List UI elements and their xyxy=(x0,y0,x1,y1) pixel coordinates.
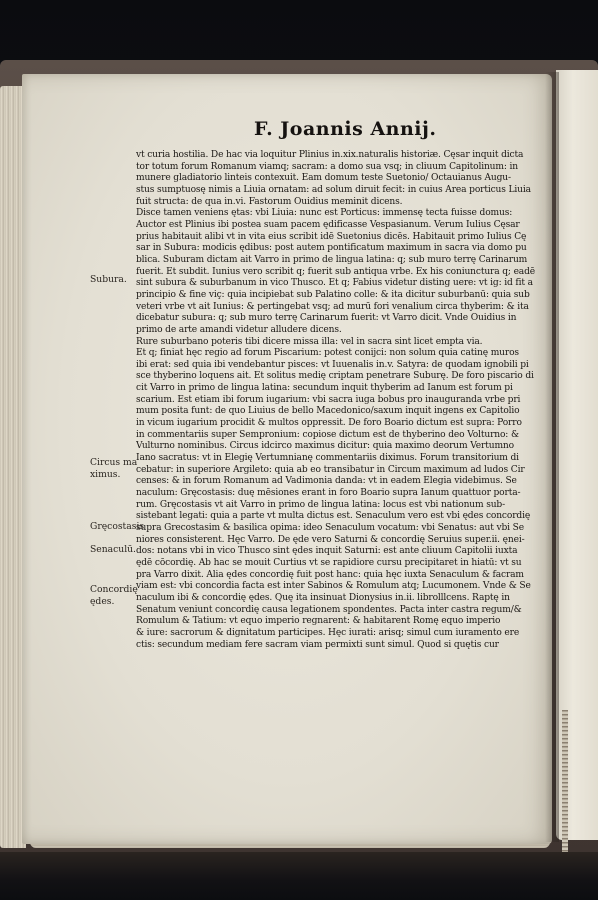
text-line: cebatur: in superiore Argiletο: quia ab eo transibatur in Circum maximum ad ludos Cir xyxy=(136,464,525,475)
text-line: stus sumptuosę nimis a Liuia ornatam: ad solum diruit fecit: in cuius Area porticus Liuia xyxy=(136,184,531,195)
text-line: scarium. Est etiam ibi forum iugarium: vbi sacra iuga bobus pro inauguranda vrbe pri xyxy=(136,394,521,405)
margin-note-subura: Subura. xyxy=(90,274,127,285)
text-line: sce thyberino loquens ait. Et solitus medię criptam penetrare Suburę. De foro piscario di xyxy=(136,371,534,382)
text-line: Vulturno nominibus. Circus idcirco maximus dicitur: quia maximo deorum Vertumno xyxy=(136,441,514,452)
text-line: primo de arte amandi videtur alludere dicens. xyxy=(136,324,342,335)
body-text xyxy=(136,150,546,651)
text-line: Auctor est Plinius ibi postea suam pacem ędificasse Vespasianum. Verum Iulius Cęsar xyxy=(136,219,520,230)
text-line: in vicum iugarium procidit & multos oppressit. De foro Boario dictum est supra: Porro xyxy=(136,418,522,429)
background-bottom xyxy=(0,852,598,900)
text-line: supra Grecostasim & basilica opima: ideo Senaculum vocatum: vbi Senatus: aut vbi Se xyxy=(136,523,524,533)
margin-note-concordiae-aedes: Concordię ędes. xyxy=(90,584,138,607)
text-line: viam est: vbi concordia facta est inter Sabinos & Romulum atq; Lucumonem. Vnde & Se xyxy=(136,581,531,592)
text-line: fuerit. Et subdit. Iunius vero scribit q; fuerit sub antiqua vrbe. Ex his coniunctura q; eadē xyxy=(136,266,535,277)
text-line: Et q; finiat hęc regio ad forum Piscarium: potest conijci: non solum quia catinę muros xyxy=(136,348,519,359)
text-line: tor totum forum Romanum viamq; sacram: a domo sua vsq; in cliuum Capitolinum: in xyxy=(136,161,518,172)
text-line: & iure: sacrorum & dignitatum participes. Hęc iurati: arisq; simul cum iuramento ere xyxy=(136,627,520,638)
text-line: veteri vrbe vt ait Iunius: & pertingebat vsq; ad murū fori venalium circa thyberim: & ita xyxy=(136,301,529,312)
text-line: ctis: secundum mediam fere sacram viam permixti sunt simul. Quod si quętis cur xyxy=(136,639,499,650)
margin-note-senaculum: Senaculū. xyxy=(90,544,136,555)
text-line: ibi erat: sed quia ibi vendebantur pisces: vt Iuuenalis in.v. Satyra: de quodam ignobili pi xyxy=(136,359,529,370)
running-head: F. Joannis Annij. xyxy=(254,118,437,140)
text-line: sar in Subura: modicis ędibus: post autem pontificatum maximum in sacra via domo pu xyxy=(136,243,527,254)
text-line: Disce tamen veniens ętas: vbi Liuia: nunc est Porticus: immensę tecta fuisse domus: xyxy=(136,208,513,219)
text-line: sint subura & suburbanum in vico Thusco. Et q; Fabius videtur disting uere: vt ig: id fit a xyxy=(136,278,533,289)
text-line: blica. Suburam dictam ait Varro in primo de lingua latina: q; sub muro terrę Carinarum xyxy=(136,254,528,265)
text-line: Senatum veniunt concordię causa legationem spondentes. Pacta inter castra regum/& xyxy=(136,604,522,615)
text-line: pra Varro dixit. Alia ędes concordię fuit post hanc: quia hęc iuxta Senaculum & facram xyxy=(136,569,524,580)
text-line: fuit structa: de qua in.vi. Fastorum Ouidius meminit dicens. xyxy=(136,196,403,207)
text-line: principio & fine viç: quia incipiebat sub Palatino colle: & ita dicitur suburbanū: quia sub xyxy=(136,289,530,300)
text-line: censes: & in forum Romanum ad Vadimonia danda: vt in eadem Elegia videbimus. Se xyxy=(136,476,517,487)
text-line: naculum ibi & concordię ędes. Quę ita insinuat Dionysius in.ii. librolllcens. Raptę in xyxy=(136,592,510,603)
text-line: Romulum & Tatium: vt equo imperio regnarent: & habitarent Romę equo imperio xyxy=(136,616,501,627)
facing-page xyxy=(556,70,598,840)
margin-note-circus-maximus: Circus ma ximus. xyxy=(90,457,138,480)
text-line: ędē cōcordię. Ab hac se mouit Curtius vt se rapidiore cursu precipitaret in hiatū: vt su xyxy=(136,557,522,568)
margin-note-grecostasis: Gręcostasis xyxy=(90,521,145,532)
text-line: dicebatur subura: q; sub muro terrę Carinarum fuerit: vt Varro dicit. Vnde Ouidius in xyxy=(136,313,517,324)
text-line: naculum: Gręcostasis: duę mēsiones erant in foro Boario supra Ianum quattuor porta- xyxy=(136,488,521,499)
text-line: mum posita funt: de quo Liuius de bello Macedonico/saxum inquit ingens ex Capitolio xyxy=(136,406,520,417)
text-line: niores consisterent. Hęc Varro. De ęde vero Saturni & concordię Seruius super.ii. ęnei- xyxy=(136,534,525,545)
text-line: munere gladiatorio linteis contexuit. Eam domum teste Suetonio/ Octauianus Augu- xyxy=(136,173,511,184)
text-line: Rure suburbano poteris tibi dicere missa illa: vel in sacra sint licet empta via. xyxy=(136,336,483,347)
text-line: prius habitauit alibi vt in vita eius scribit idē Suetonius dicēs. Habitauit primo Iulius Cę xyxy=(136,231,527,242)
page-gutter-shadow xyxy=(545,72,559,842)
text-line: in commentariis super Sempronium: copiose dictum est de thyberino deo Volturno: & xyxy=(136,429,519,440)
text-line: sistebant legati: quia a parte vt multa dictus est. Senaculum vero est vbi ędes concordię xyxy=(136,511,531,522)
text-line: Iano sacratus: vt in Elegię Vertumnianę commentariis diximus. Forum transitorium di xyxy=(136,453,519,464)
text-line: vt curia hostilia. De hac via loquitur Plinius in.xix.naturalis historiæ. Cęsar inquit dicta xyxy=(136,150,524,160)
book-page xyxy=(22,74,552,844)
text-line: rum. Gręcostasis vt ait Varro in primo de lingua latina: locus est vbi nationum sub- xyxy=(136,499,506,510)
text-line: dos: notans vbi in vico Thusco sint ędes inquit Saturni: est ante cliuum Capitolii iuxta xyxy=(136,546,518,557)
text-line: cit Varro in primo de lingua latina: secundum inquit thyberim ad Ianum est forum pi xyxy=(136,383,513,394)
